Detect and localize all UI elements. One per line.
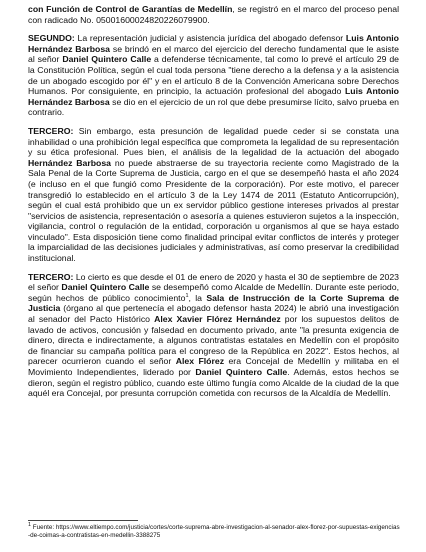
segundo-text-4: se dio en el ejercicio de un rol que debe presumirse lícito, salvo prueba en contrario. <box>28 96 400 118</box>
paragraph-tercero-1 <box>28 126 399 264</box>
tercero2-text-5: por los supuestos delitos de lavado de activos, concusión y falsedad en documento privado, ante "la presunta exigencia de dinero, directa e indirectamente, a algunos contratistas estatales en Medellín con el propósito de financiar su campaña política para el congreso de la República en 2022". Estos hechos, al parecer ocurrieron cuando el señor <box>28 314 400 367</box>
tercero2-text-7: . Además, estos hechos se dieron, según el registro público, cuando este último fungía como Alcalde de la ciudad de la que aquél era Concejal, por presunta corrupción cometida con recursos de la Alcaldía de Medellín. <box>28 367 400 399</box>
lawyer-name: Luis Antonio Hernández Barbosa <box>28 33 399 54</box>
paragraph-intro <box>28 4 399 25</box>
section-label-tercero: TERCERO: <box>28 125 74 136</box>
client-name: Daniel Quintero Calle <box>62 54 152 65</box>
lawyer-name-2: Luis Antonio Hernández Barbosa <box>28 86 399 107</box>
court-chamber: Sala de Instrucción de la Corte Suprema de Justicia <box>28 292 399 314</box>
senator-name: Alex Xavier Flórez Hernández <box>154 314 281 325</box>
client-name-2: Daniel Quintero Calle <box>61 282 150 293</box>
footnote-url[interactable]: https://www.eltiempo.com/justicia/cortes/corte-suprema-abre-investigacion-al-senador-alex-florez-por-supuestas-exigencias-de-coimas-a-contratistas-en-medellin-3388275 <box>28 524 400 540</box>
intro-text: , se registró en el marco del proceso penal con radicado No. 05001600024820226079900. <box>28 4 400 25</box>
section-label-segundo: SEGUNDO: <box>28 33 75 44</box>
tercero-text-1: Sin embargo, esta presunción de legalidad puede ceder si se constata una inhabilidad o una prohibición legal específica que comprometa la legalidad de su representación y su ética profesional. Pues bien, el análisis de la legalidad de la actuación del abogado <box>28 125 399 158</box>
court-name: con Función de Control de Garantías de Medellín <box>28 4 233 14</box>
tercero2-text-6: era Concejal de Medellín y militaba en el Movimiento Independientes, liderado por <box>28 356 399 377</box>
footnote-number: 1 <box>28 521 32 528</box>
segundo-text-1: La representación judicial y asistencia jurídica del abogado defensor <box>74 33 346 44</box>
lawyer-surname: Hernández Barbosa <box>28 157 112 168</box>
footnote <box>28 521 400 541</box>
tercero2-text-3: , la <box>188 292 207 303</box>
senator-short-name: Alex Flórez <box>175 356 225 367</box>
tercero-text-2: no puede abstraerse de su trayectoria reciente como Magistrado de la Sala Penal de la Corte Suprema de Justicia, cargo en el que se desempeñó hasta el año 2024 (e incluso en el que fungió como Presidente de la corporación). Por este motivo, el parecer transgredió lo establecido en el artículo 3 de la Ley 1474 de 2011 (Estatuto Anticorrupción), según el cual está prohibido que un ex servidor público gestione intereses privados al prestar "servicios de asistencia, representación o asesoría a quienes estuvieron sujetos a la inspección, vigilancia, control o regulación de la entidad, corporación u organismos al que se haya estado vinculado". Esta disposición tiene como finalidad principal evitar conflictos de interés y proteger la imparcialidad de las decisiones judiciales y administrativas, así como preservar la credibilidad institucional. <box>28 157 399 264</box>
footnote-divider <box>28 520 138 521</box>
footnote-label: Fuente: <box>31 524 56 531</box>
footnote-ref[interactable]: 1 <box>185 292 189 299</box>
segundo-text-2: se brindó en el marco del ejercicio del derecho fundamental que le asiste al señor <box>28 43 399 65</box>
tercero2-text-4: (órgano al que pertenecía el abogado defensor hasta 2024) le abrió una investigación al senador del Pacto Histórico <box>28 303 399 325</box>
tercero2-text-2: se desempeñó como Alcalde de Medellín. Durante este periodo, según hechos de público conocimiento <box>28 282 399 303</box>
client-name-3: Daniel Quintero Calle <box>195 367 288 377</box>
segundo-text-3: a defenderse técnicamente, tal como lo prevé el artículo 29 de la Constitución Política, según el cual toda persona "tiene derecho a la defensa y a la asistencia de un abogado escogido por él" y en el artículo 8 de la Convención Americana sobre Derechos Humanos. Por consiguiente, en principio, la actuación profesional del abogado <box>28 54 399 97</box>
paragraph-tercero-2 <box>28 272 399 399</box>
paragraph-segundo <box>28 33 399 118</box>
tercero2-text-1: Lo cierto es que desde el 01 de enero de 2020 y hasta el 30 de septiembre de 2023 el señor <box>28 271 399 293</box>
section-label-tercero-2: TERCERO: <box>28 271 74 282</box>
